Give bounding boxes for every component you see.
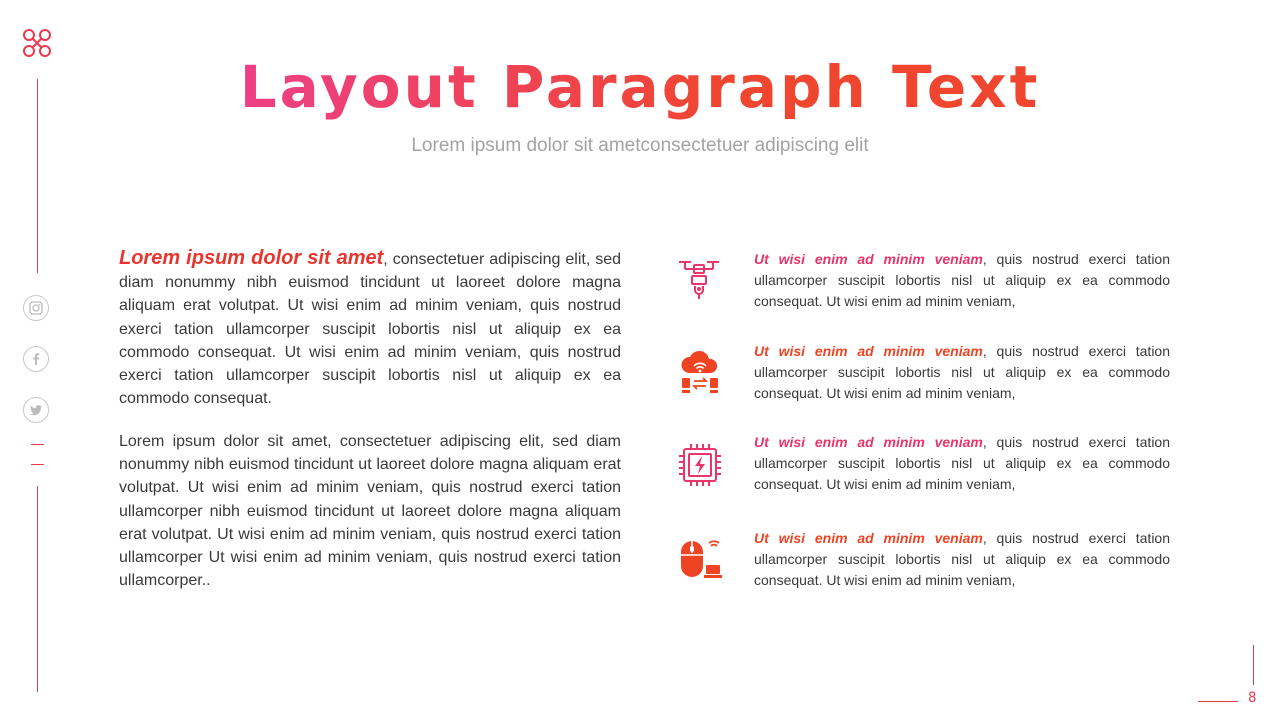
item-text-1 (754, 249, 1170, 311)
paragraph-2: Lorem ipsum dolor sit amet, consectetuer adipiscing elit, sed diam nonummy nibh euismod tincidunt ut laoreet dolore magna aliquam erat volutpat. Ut wisi enim ad minim veniam, quis nostrud exerci tation ullamcorper nibh euismod tincidunt ut laoreet dolore magna aliquam erat volutpat. Ut wisi enim ad minim veniam, quis nostrud exerci tation ullamcorper Ut wisi enim ad minim veniam, quis nostrud exerci tation ullamcorper.. (119, 433, 621, 590)
item-1-highlight: Ut wisi enim ad minim veniam (754, 251, 983, 267)
rail-dash-2 (31, 464, 44, 465)
twitter-icon[interactable] (23, 397, 49, 423)
facebook-icon[interactable] (23, 346, 49, 372)
cloud-network-icon (677, 349, 723, 395)
page-subtitle: Lorem ipsum dolor sit ametconsectetuer adipiscing elit (411, 135, 869, 156)
page-title: Layout Paragraph Text (239, 53, 1041, 121)
page-number-vline (1253, 645, 1254, 685)
instagram-icon[interactable] (23, 295, 49, 321)
rail-dash-1 (31, 444, 44, 445)
rail-line-bottom (37, 486, 38, 692)
item-4-highlight: Ut wisi enim ad minim veniam (754, 530, 983, 546)
drone-camera-icon (677, 256, 723, 302)
item-3-highlight: Ut wisi enim ad minim veniam (754, 434, 983, 450)
item-text-2 (754, 341, 1170, 403)
page-number: 8 (1248, 690, 1257, 706)
chip-bolt-icon (677, 442, 723, 488)
paragraph-1 (119, 247, 621, 410)
item-text-3 (754, 432, 1170, 494)
item-text-4 (754, 528, 1170, 590)
paragraph-1-lead: Lorem ipsum dolor sit amet (119, 247, 384, 269)
item-2-highlight: Ut wisi enim ad minim veniam (754, 343, 983, 359)
smart-mouse-icon (677, 535, 723, 581)
item-4-body: , quis nostrud exerci tation ullamcorper suscipit lobortis nisl ut aliquip ex ea commodo consequat. Ut wisi enim ad minim veniam, (754, 530, 1170, 588)
item-3-body: , quis nostrud exerci tation ullamcorper suscipit lobortis nisl ut aliquip ex ea commodo consequat. Ut wisi enim ad minim veniam, (754, 434, 1170, 492)
item-1-body: , quis nostrud exerci tation ullamcorper suscipit lobortis nisl ut aliquip ex ea commodo consequat. Ut wisi enim ad minim veniam, (754, 251, 1170, 309)
paragraph-1-body: , consectetuer adipiscing elit, sed diam nonummy nibh euismod tincidunt ut laoreet dolore magna aliquam erat volutpat. Ut wisi enim ad minim veniam, quis nostrud exerci tation ullamcorper suscipit lobortis nisl ut aliquip ex ea commodo consequat. Ut wisi enim ad minim veniam, quis nostrud exerci tation ullamcorper suscipit lobortis nisl ut aliquip ex ea commodo consequat. (119, 251, 622, 408)
item-2-body: , quis nostrud exerci tation ullamcorper suscipit lobortis nisl ut aliquip ex ea commodo consequat. Ut wisi enim ad minim veniam, (754, 343, 1170, 401)
page-number-hline (1198, 701, 1238, 702)
